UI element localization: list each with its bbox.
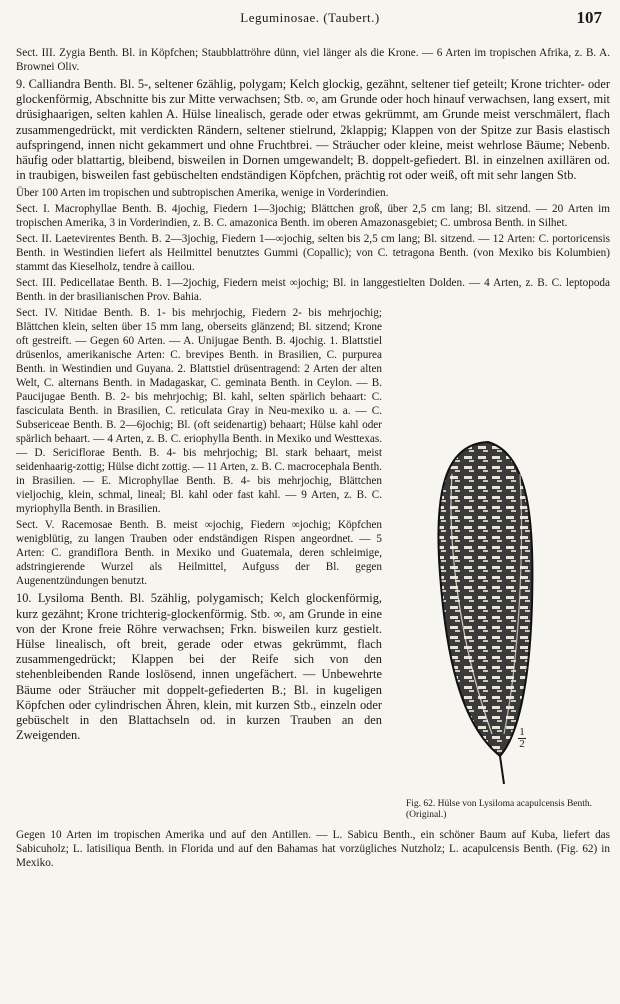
page-number: 107 [576,8,602,27]
paragraph-lysiloma-distribution: Gegen 10 Arten im tropischen Amerika und auf den Antillen. — L. Sabicu Benth., ein schöner Baum auf Kuba, liefert das Sabicuholz; L. latisiliqua Benth. in Florida und auf den Bahamas hat vorzügliches Nutzholz; L. acapulcensis Benth. (Fig. 62) in Mexiko. [16,829,610,870]
scale-denominator: 2 [519,738,525,751]
paragraph-sect-iii-pedicellatae: Sect. III. Pedicellatae Benth. B. 1—2jochig, Fiedern meist ∞jochig; Bl. in langgestielten Dolden. — 4 Arten, z. B. C. leptopoda Benth. in der brasilianischen Prov. Bahia. [16,277,610,304]
running-title: Leguminosae. (Taubert.) [240,10,380,25]
scale-fraction [518,728,526,749]
paragraph-lysiloma: 10. Lysiloma Benth. Bl. 5zählig, polygamisch; Kelch glockenförmig, kurz gezähnt; Krone trichterig-glockenförmig. Stb. ∞, am Grunde in eine von der Krone freie Röhre verwachsen; Frkn. bisweilen kurz gestielt. Hülse linealisch, oft breit, gerade oder etwas gekrümmt, flach zusammengedrückt; Klappen bei der Reife sich von den stehenbleibenden Rande loslösend, innen ungefächert. — Unbewehrte Bäume oder Sträucher mit doppelt-gefiederten B.; Bl. in kugeligen Köpfchen oder cylindrischen Ähren, klein, mit kurzen Stb., einzeln oder gebüschelt in den Blattachseln od. in kurzen Trauben an den Zweigenden. [16,591,382,743]
lysiloma-pod-illustration [392,434,610,794]
paragraph-sect-v-racemosae: Sect. V. Racemosae Benth. B. meist ∞jochig, Fiedern ∞jochig; Köpfchen wenigblütig, zu langen Trauben oder endständigen Rispen angeordnet. — 5 Arten: C. grandiflora Benth. in Mexiko und Guatemala, deren schleimige, adstringierende Wurzel als Heilmittel, Aufguss der Bl. gegen Augenentzündungen benutzt. [16,519,382,588]
paragraph-calliandra-distribution: Über 100 Arten im tropischen und subtropischen Amerika, wenige in Vorderindien. [16,187,389,200]
paragraph-sect-ii-laetevirentes: Sect. II. Laetevirentes Benth. B. 2—3jochig, Fiedern 1—∞jochig, selten bis 2,5 cm lang; Bl. sitzend. — 12 Arten: C. portoricensis Benth. in Westindien liefert als Heilmittel benutztes Gummi (Copallic); von C. tetragona Benth. (von Mexiko bis Kolumbien) stammt das Kieselholz, tendre à caillou. [16,233,610,274]
paragraph-sect-i-macrophyllae: Sect. I. Macrophyllae Benth. B. 4jochig, Fiedern 1—3jochig; Blättchen groß, über 2,5 cm lang; Bl. sitzend. — 20 Arten im tropischen Amerika, 3 in Vorderindien, z. B. C. amazonica Benth. im oberen Amazonasgebiet; C. umbrosa Benth. in Silhet. [16,203,610,230]
paragraph-calliandra: 9. Calliandra Benth. Bl. 5-, seltener 6zählig, polygam; Kelch glockig, gezähnt, seltener tief geteilt; Krone trichter- oder glockenförmig, Abschnitte bis zur Mitte verwachsen; Stb. ∞, am Grunde oder hoch hinauf verwachsen, lang exsert, mit drüsighaarigen, selten kahlen A. Hülse linealisch, gerade oder etwas gekrümmt, am Grunde meist verschmälert, flach zusammengedrückt, mit verdickten Rändern, seltener stielrund, 2klappig; Klappen von der Spitze zur Basis elastisch aufspringend, innen nicht gekammert und ohne Fruchtbrei. — Sträucher oder kleine, meist wehrlose Bäume; Nebenb. häufig oder blattartig, bleibend, bisweilen in Dornen umgewandelt; B. doppelt-gefiedert. Bl. in einzelnen axillären od. in traubigen, bisweilen fast gebüschelten endständigen Köpfchen, prächtig rot oder weiß, oft mit sehr langen Stb. [16,77,610,183]
scale-numerator: 1 [519,726,525,739]
figure-62 [392,434,610,826]
paragraph-sect-iii-zygia: Sect. III. Zygia Benth. Bl. in Köpfchen; Staubblattröhre dünn, viel länger als die Krone. — 6 Arten im tropischen Afrika, z. B. A. Brownei Oliv. [16,47,610,73]
page-header [0,8,620,30]
page-body [16,44,610,870]
figure-caption: Fig. 62. Hülse von Lysiloma acapulcensis Benth. (Original.) [406,798,593,820]
paragraph-sect-iv-nitidae: Sect. IV. Nitidae Benth. B. 1- bis mehrjochig, Fiedern 2- bis mehrjochig; Blättchen klein, selten über 15 mm lang, oberseits glänzend; Bl. sitzend; Krone oft gestreift. — Gegen 60 Arten. — A. Unijugae Benth. B. 4jochig. 1. Blattstiel drüsenlos, amerikanische Arten: C. brevipes Benth. in Brasilien, C. purpurea Benth. in Westindien und Guyana. 2. Blattstiel drüsentragend: 2 Arten der alten Welt, C. alternans Benth. in Madagaskar, C. geminata Benth. in Ceylon. — B. Paucijugae Benth. B. 2- bis mehrjochig; Bl. kahl, selten spärlich behaart: C. fasciculata Benth. in Brasilien, C. reticulata Gray in Neu-mexiko u. a. — C. Subsericeae Benth. B. 2—6jochig; Bl. (oft seidenartig) behaart; Hülse kahl oder spärlich behaart. — 4 Arten, z. B. C. eriophylla Benth. in Mexiko und Westtexas. — D. Sericiflorae Benth. B. 4- bis mehrjochig; Bl. stark behaart, meist seidenhaarig-zottig; Hülse dicht zottig. — 11 Arten, z. B. C. macrocephala Benth. in Brasilien. — E. Microphyllae Benth. B. 4- bis mehrjochig, Blättchen vieljochig, klein, schmal, lineal; Bl. kahl oder fast kahl. — 9 Arten, z. B. C. myriophylla Benth. in Brasilien. [16,307,382,516]
